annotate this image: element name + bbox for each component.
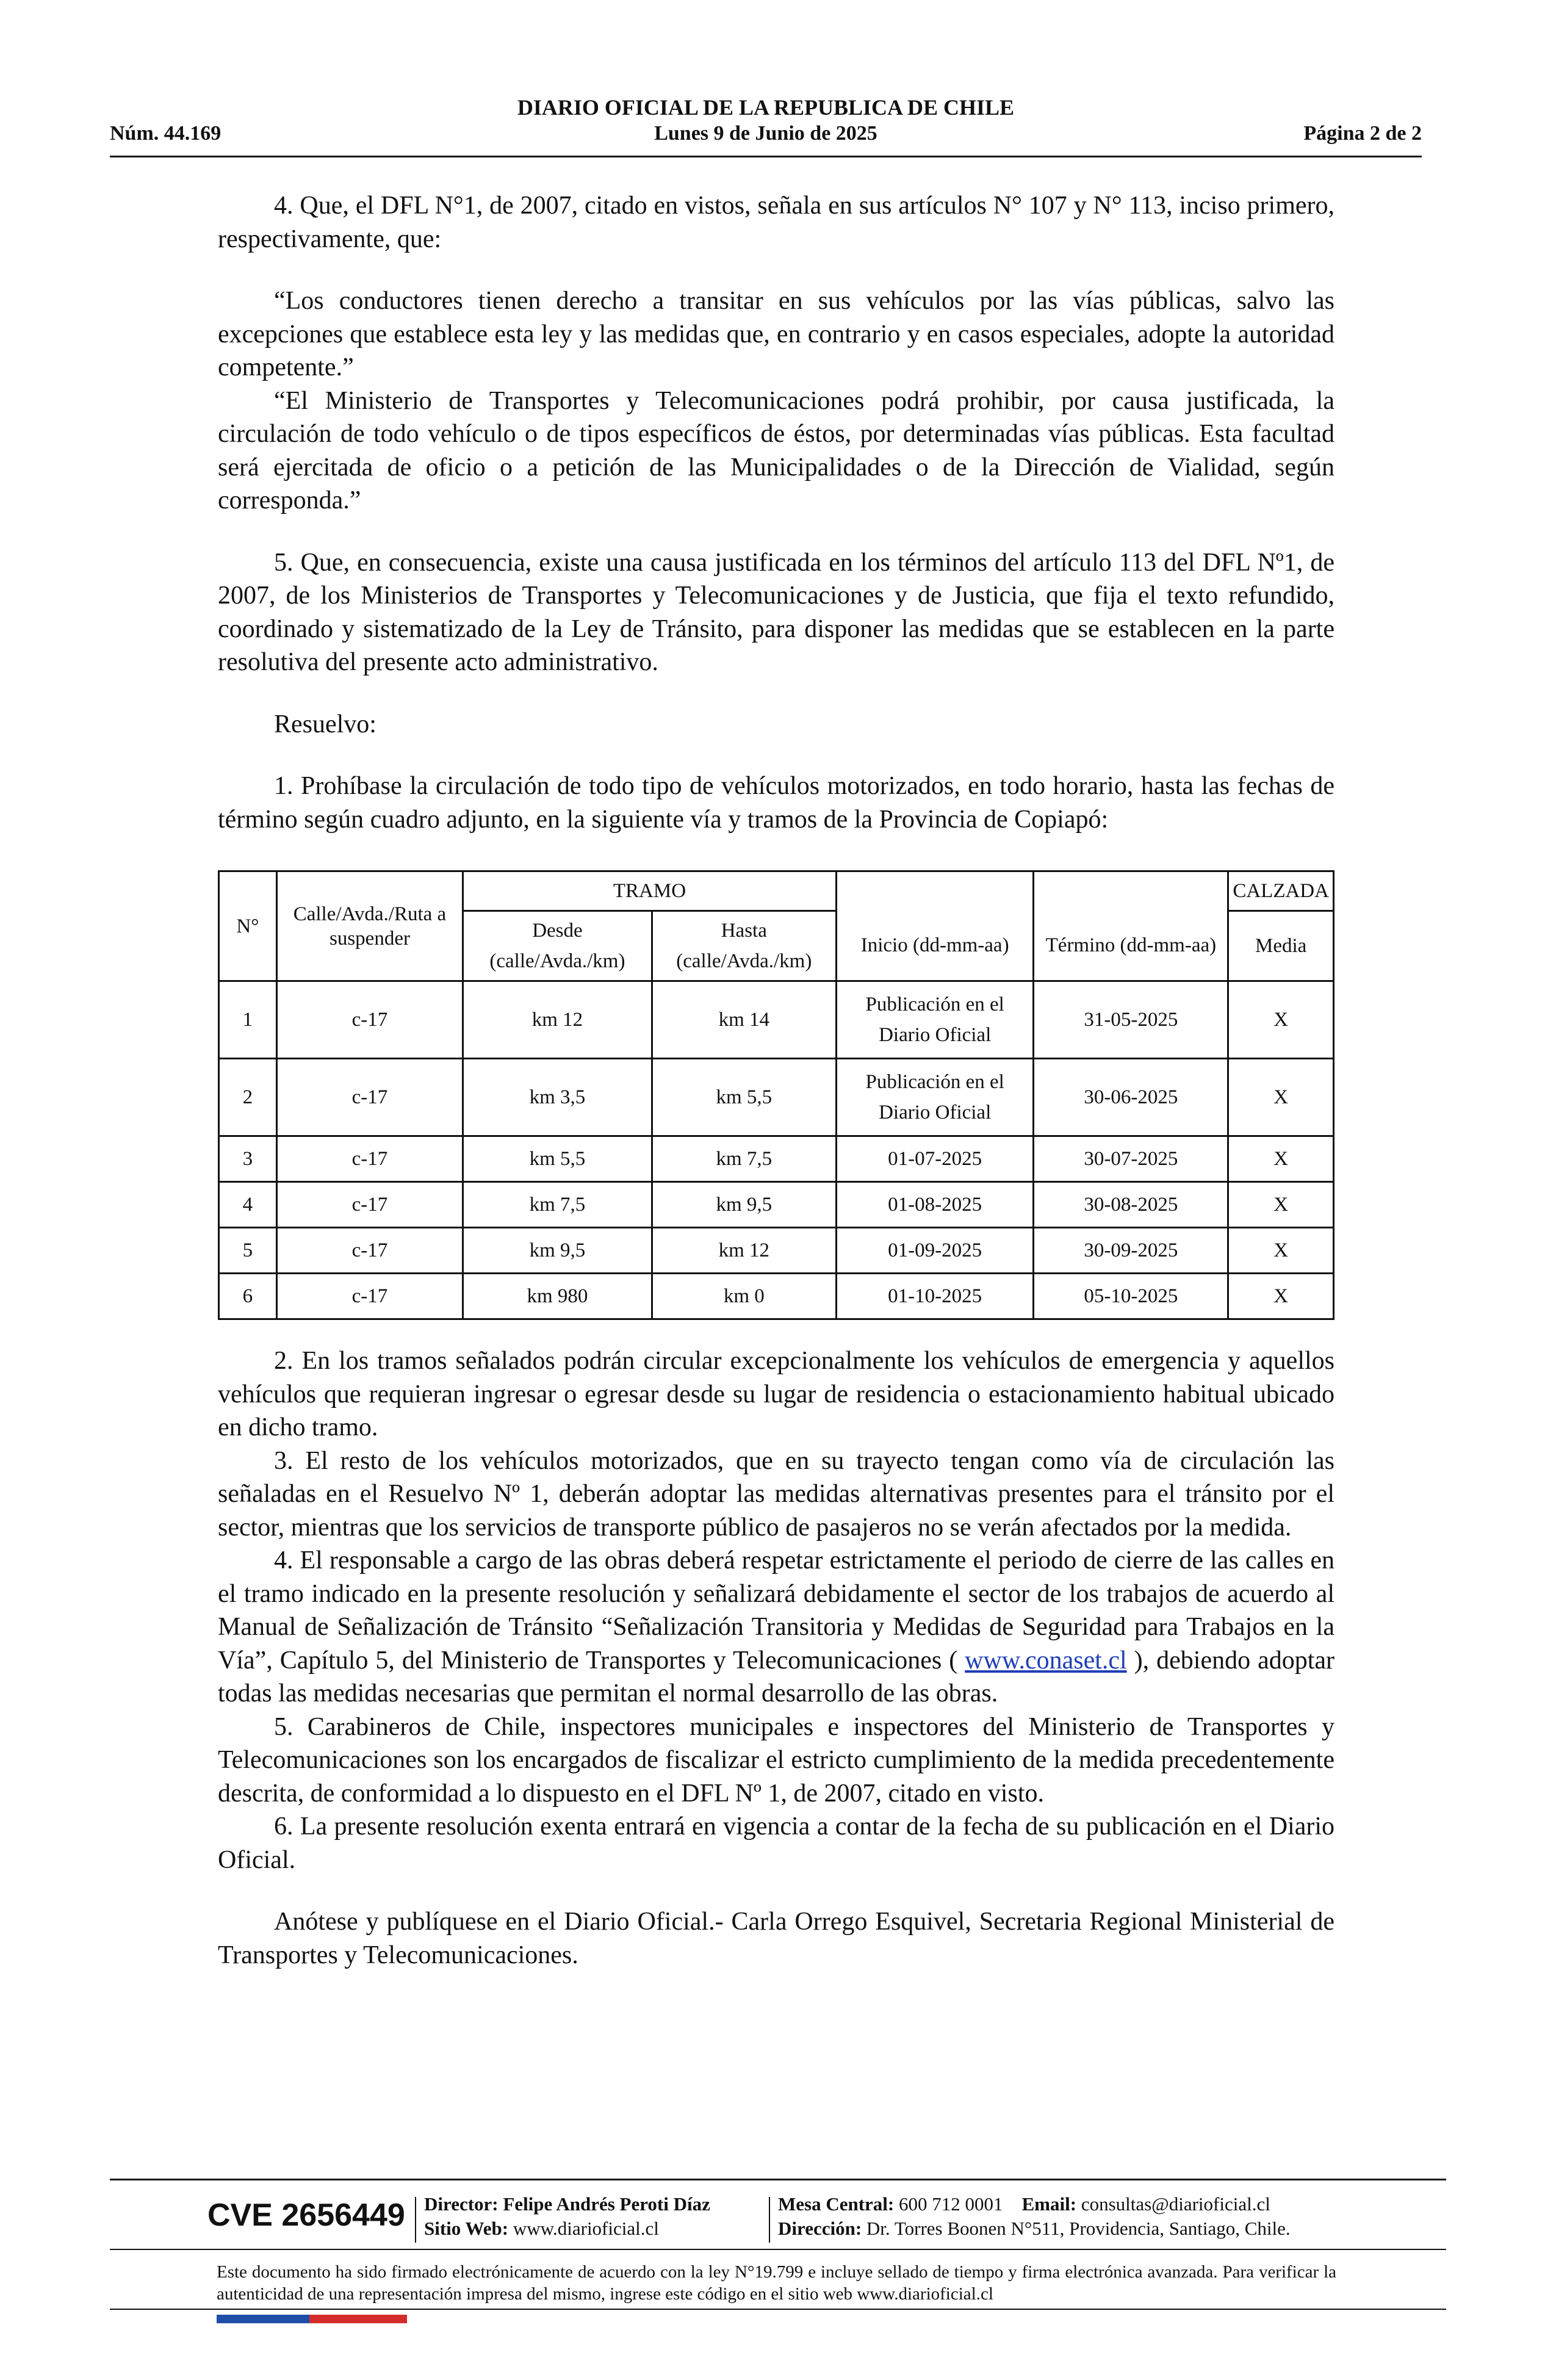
page-number: Página 2 de 2 (1303, 122, 1422, 145)
row-calle: c-17 (276, 1059, 463, 1136)
issue-date: Lunes 9 de Junio de 2025 (654, 122, 877, 145)
header-termino: Término (dd-mm-aa) (1034, 911, 1228, 981)
resuelvo-5: 5. Carabineros de Chile, inspectores municipales e inspectores del Ministerio de Transportes y Telecomunicaciones son los encargados de fiscalizar el estricto cumplimiento de la medida precedentemente descrita, de conformidad a lo dispuesto en el DFL Nº 1, de 2007, citado en visto. (218, 1712, 1334, 1808)
row-num: 2 (219, 1059, 277, 1136)
row-media: X (1228, 981, 1334, 1059)
footer-separator (769, 2197, 770, 2243)
page-header (110, 92, 1422, 157)
email: consultas@diarioficial.cl (1081, 2193, 1270, 2215)
resuelvo-2: 2. En los tramos señalados podrán circular excepcionalmente los vehículos de emergencia y aquellos vehículos que requieran ingresar o egresar desde su lugar de residencia o estacionamiento habitual ubicado en dicho tramo. (218, 1347, 1334, 1441)
row-media: X (1228, 1182, 1334, 1228)
resuelvo-4-text-b: ), debiendo adoptar todas las medidas necesarias que permitan el normal desarrollo de las obras. (218, 1646, 1335, 1707)
row-num: 4 (219, 1182, 277, 1228)
row-inicio: 01-10-2025 (836, 1274, 1034, 1319)
row-hasta: km 9,5 (652, 1182, 836, 1228)
table-row (219, 1182, 1334, 1228)
flag-bar-red (309, 2315, 407, 2323)
row-media: X (1228, 1059, 1334, 1136)
footer-divider (110, 2249, 1446, 2250)
header-media: Media (1228, 911, 1334, 981)
row-inicio: 01-08-2025 (836, 1182, 1034, 1228)
table-row (219, 981, 1334, 1059)
row-termino: 30-08-2025 (1034, 1182, 1228, 1228)
row-calle: c-17 (276, 1274, 463, 1319)
footer-separator (415, 2197, 416, 2243)
row-desde: km 3,5 (463, 1059, 652, 1136)
quote-article-107: “Los conductores tienen derecho a transitar en sus vehículos por las vías públicas, salvo las excepciones que establece esta ley y las medidas que, en contrario y en casos especiales, adopte la autoridad competente.” (218, 287, 1334, 381)
row-calle: c-17 (276, 1136, 463, 1182)
row-termino: 30-07-2025 (1034, 1136, 1228, 1182)
row-desde: km 7,5 (463, 1182, 652, 1228)
header-calle: Calle/Avda./Ruta a suspender (276, 871, 463, 981)
row-hasta: km 14 (652, 981, 836, 1059)
row-num: 6 (219, 1274, 277, 1319)
page-footer (110, 2179, 1446, 2319)
document-body (218, 189, 1334, 1972)
cve-code: CVE 2656449 (207, 2198, 405, 2233)
header-hasta: Hasta (calle/Avda./km) (652, 911, 836, 981)
director-name: Felipe Andrés Peroti Díaz (503, 2193, 710, 2215)
row-desde: km 9,5 (463, 1228, 652, 1274)
row-num: 1 (219, 981, 277, 1059)
website: www.diarioficial.cl (513, 2218, 659, 2239)
row-termino: 31-05-2025 (1034, 981, 1228, 1059)
row-inicio: Publicación en el Diario Oficial (836, 981, 1034, 1059)
address: Dr. Torres Boonen N°511, Providencia, Santiago, Chile. (866, 2218, 1291, 2239)
table-row (219, 1274, 1334, 1319)
header-desde: Desde (calle/Avda./km) (463, 911, 652, 981)
row-desde: km 980 (463, 1274, 652, 1319)
table-row (219, 1228, 1334, 1274)
row-termino: 05-10-2025 (1034, 1274, 1228, 1319)
considerando-5: 5. Que, en consecuencia, existe una causa justificada en los términos del artículo 113 del DFL Nº1, de 2007, de los Ministerios de Transportes y Telecomunicaciones y de Justicia, que fija el texto refundido, coordinado y sistematizado de la Ley de Tránsito, para disponer las medidas que se establecen en la parte resolutiva del presente acto administrativo. (218, 548, 1334, 676)
row-calle: c-17 (276, 981, 463, 1059)
row-calle: c-17 (276, 1182, 463, 1228)
table-row (219, 1059, 1334, 1136)
row-calle: c-17 (276, 1228, 463, 1274)
row-media: X (1228, 1274, 1334, 1319)
conaset-link[interactable]: www.conaset.cl (965, 1646, 1127, 1675)
row-termino: 30-06-2025 (1034, 1059, 1228, 1136)
row-desde: km 5,5 (463, 1136, 652, 1182)
row-hasta: km 7,5 (652, 1136, 836, 1182)
row-termino: 30-09-2025 (1034, 1228, 1228, 1274)
authenticity-note: Este documento ha sido firmado electrónicamente de acuerdo con la ley N°19.799 e incluye sellado de tiempo y firma electrónica avanzada. Para verificar la autenticidad de una representación impresa del mismo, ingrese este código en el sitio web www.diarioficial.cl (217, 2262, 1336, 2304)
header-inicio: Inicio (dd-mm-aa) (836, 911, 1034, 981)
row-inicio: 01-09-2025 (836, 1228, 1034, 1274)
header-calzada: CALZADA (1228, 871, 1334, 911)
row-hasta: km 5,5 (652, 1059, 836, 1136)
closure-table (218, 870, 1334, 1320)
header-num: N° (219, 871, 277, 981)
row-num: 5 (219, 1228, 277, 1274)
row-media: X (1228, 1228, 1334, 1274)
header-tramo: TRAMO (463, 871, 837, 911)
row-inicio: 01-07-2025 (836, 1136, 1034, 1182)
newspaper-title: DIARIO OFICIAL DE LA REPUBLICA DE CHILE (517, 95, 1015, 120)
issue-number: Núm. 44.169 (110, 122, 222, 145)
quote-article-113: “El Ministerio de Transportes y Telecomunicaciones podrá prohibir, por causa justificada, la circulación de todo vehículo o de tipos específicos de éstos, por determinadas vías públicas. Esta facultad será ejercitada de oficio o a petición de las Municipalidades o de la Dirección de Vialidad, según corresponda.” (218, 386, 1334, 514)
flag-bar-blue (217, 2315, 309, 2323)
row-hasta: km 12 (652, 1228, 836, 1274)
resuelvo-6: 6. La presente resolución exenta entrará en vigencia a contar de la fecha de su publicación en el Diario Oficial. (218, 1812, 1334, 1874)
table-row (219, 1136, 1334, 1182)
footer-contact-block: Mesa Central: 600 712 0001 Email: consultas@diarioficial.cl Dirección: Dr. Torres Boonen N°511, Providencia, Santiago, Chile. (778, 2193, 1291, 2239)
row-hasta: km 0 (652, 1274, 836, 1319)
footer-director-block: Director: Felipe Andrés Peroti Díaz Sitio Web: www.diarioficial.cl (424, 2193, 710, 2239)
footer-divider (110, 2309, 1446, 2310)
resuelvo-3: 3. El resto de los vehículos motorizados, que en su trayecto tengan como vía de circulación las señaladas en el Resuelvo Nº 1, deberán adoptar las medidas alternativas presentes para el tránsito por el sector, mientras que los servicios de transporte público de pasajeros no se verán afectados por la medida. (218, 1446, 1334, 1542)
considerando-4: 4. Que, el DFL N°1, de 2007, citado en vistos, señala en sus artículos N° 107 y N° 113, inciso primero, respectivamente, que: (218, 192, 1334, 253)
resuelvo-4 (218, 1544, 1334, 1711)
row-inicio: Publicación en el Diario Oficial (836, 1059, 1034, 1136)
row-num: 3 (219, 1136, 277, 1182)
resuelvo-1: 1. Prohíbase la circulación de todo tipo de vehículos motorizados, en todo horario, hasta las fechas de término según cuadro adjunto, en la siguiente vía y tramos de la Provincia de Copiapó: (218, 772, 1334, 834)
footer-divider (110, 2179, 1446, 2180)
phone: 600 712 0001 (899, 2193, 1003, 2215)
row-media: X (1228, 1136, 1334, 1182)
resuelvo-heading: Resuelvo: (274, 710, 376, 738)
closing-signature: Anótese y publíquese en el Diario Oficial.- Carla Orrego Esquivel, Secretaria Regional Ministerial de Transportes y Telecomunicaciones. (218, 1908, 1334, 1969)
resuelvo-4-text-a: 4. El responsable a cargo de las obras deberá respetar estrictamente el periodo de cierre de las calles en el tramo indicado en la presente resolución y señalizará debidamente el sector de los trabajos de acuerdo al Manual de Señalización de Tránsito “Señalización Transitoria y Medidas de Seguridad para Trabajos en la Vía”, Capítulo 5, del Ministerio de Transportes y Telecomunicaciones ( (218, 1546, 1334, 1675)
row-desde: km 12 (463, 981, 652, 1059)
